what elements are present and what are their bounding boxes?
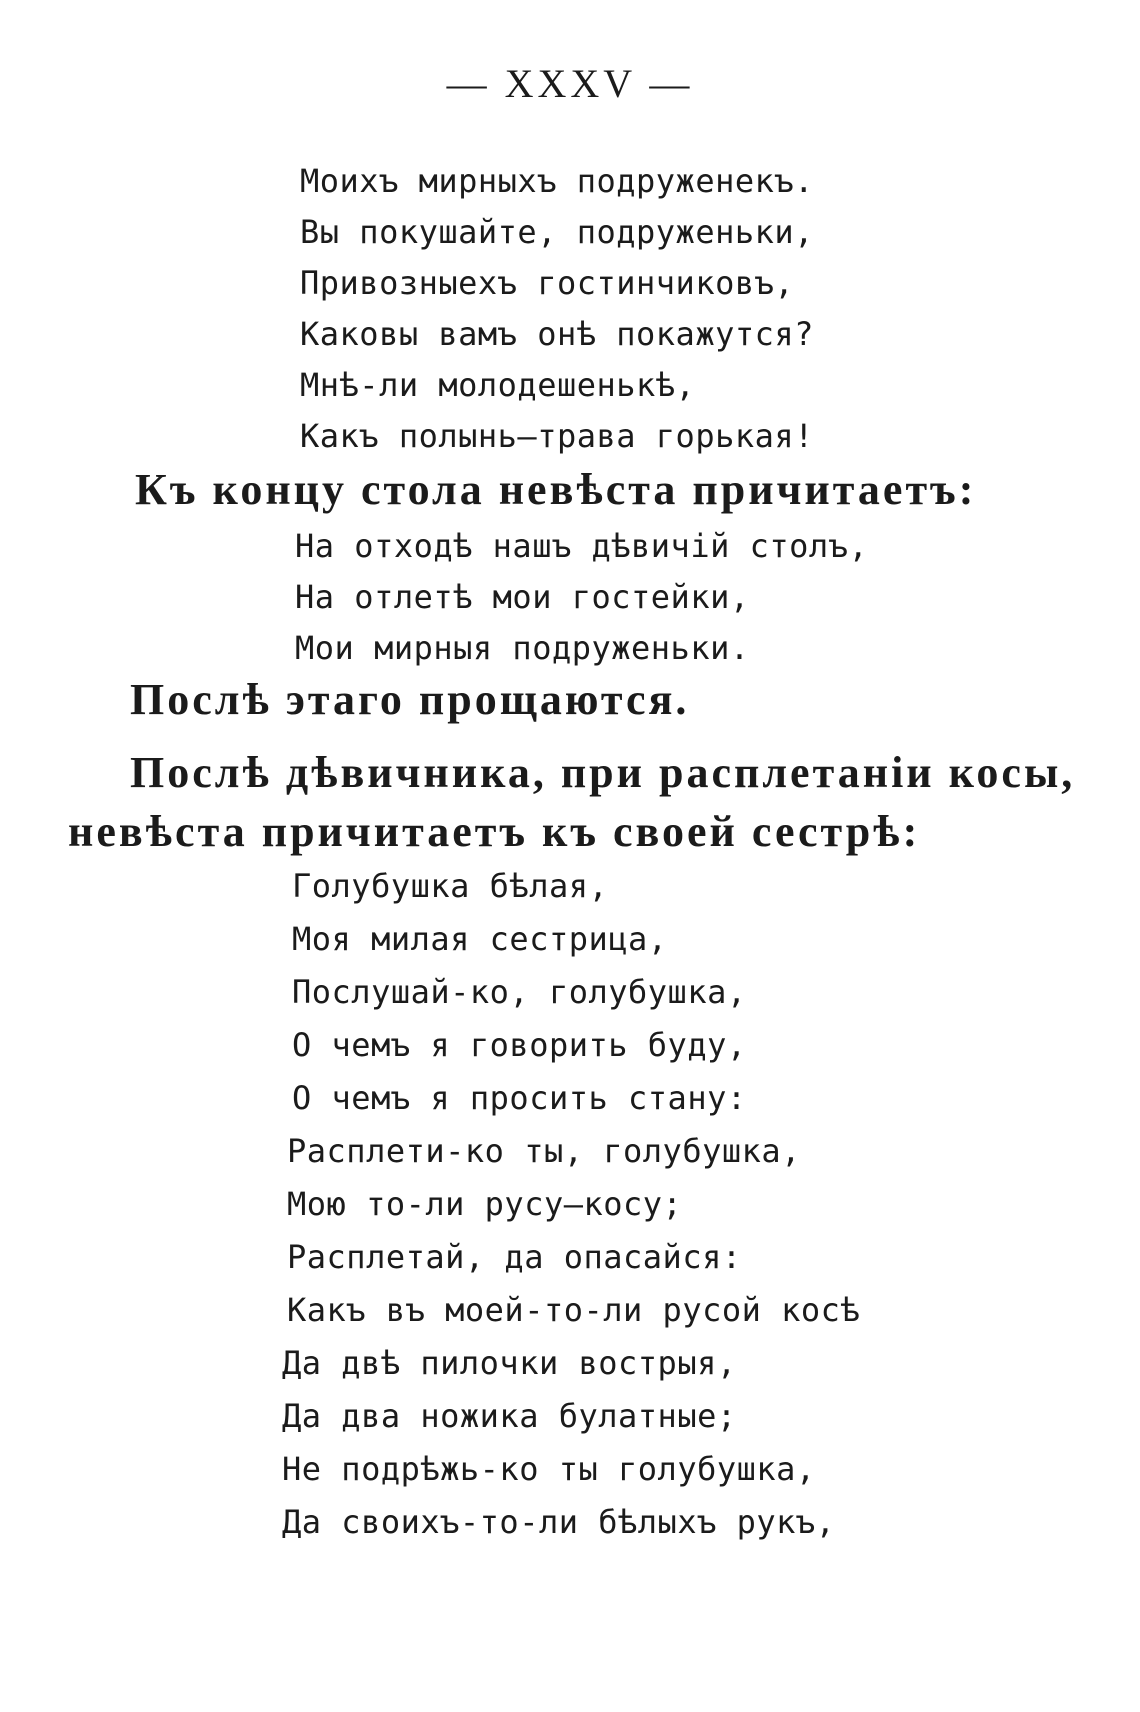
verse-line: Моихъ мирныхъ подруженекъ. bbox=[300, 162, 814, 200]
verse-line: Не подрѣжь-ко ты голубушка, bbox=[282, 1450, 816, 1488]
verse-line: Мою то-ли русу—косу; bbox=[287, 1185, 683, 1223]
verse-line: На отлетѣ мои гостейки, bbox=[295, 578, 750, 616]
prose-line: Послѣ этаго прощаются. bbox=[130, 675, 690, 724]
verse-line: Послушай-ко, голубушка, bbox=[292, 973, 747, 1011]
prose-line: невѣста причитаетъ къ своей сестрѣ: bbox=[68, 807, 921, 856]
verse-line: О чемъ я просить стану: bbox=[292, 1079, 747, 1117]
verse-line: Привозныехъ гостинчиковъ, bbox=[300, 264, 795, 302]
verse-line: На отходѣ нашъ дѣвичій столъ, bbox=[295, 527, 869, 565]
verse-line: Какъ полынь—трава горькая! bbox=[300, 417, 814, 455]
verse-line: Расплети-ко ты, голубушка, bbox=[287, 1132, 801, 1170]
verse-line: Мнѣ-ли молодешенькѣ, bbox=[300, 366, 696, 404]
verse-line: Вы покушайте, подруженьки, bbox=[300, 213, 814, 251]
verse-line: Какъ въ моей-то-ли русой косѣ bbox=[287, 1291, 861, 1329]
page-number: — XXXV — bbox=[446, 61, 694, 106]
prose-line: Къ концу стола невѣста причитаетъ: bbox=[135, 465, 977, 514]
verse-line: Да двѣ пилочки вострыя, bbox=[282, 1344, 737, 1382]
verse-line: Да своихъ-то-ли бѣлыхъ рукъ, bbox=[282, 1503, 836, 1541]
verse-line: Мои мирныя подруженьки. bbox=[295, 629, 750, 667]
verse-line: Моя милая сестрица, bbox=[292, 920, 668, 958]
verse-line: Да два ножика булатные; bbox=[282, 1397, 737, 1435]
verse-line: Каковы вамъ онѣ покажутся? bbox=[300, 315, 814, 353]
verse-line: О чемъ я говорить буду, bbox=[292, 1026, 747, 1064]
prose-line: Послѣ дѣвичника, при расплетаніи косы, bbox=[130, 748, 1076, 797]
verse-line: Расплетай, да опасайся: bbox=[287, 1238, 742, 1276]
verse-line: Голубушка бѣлая, bbox=[292, 867, 609, 905]
